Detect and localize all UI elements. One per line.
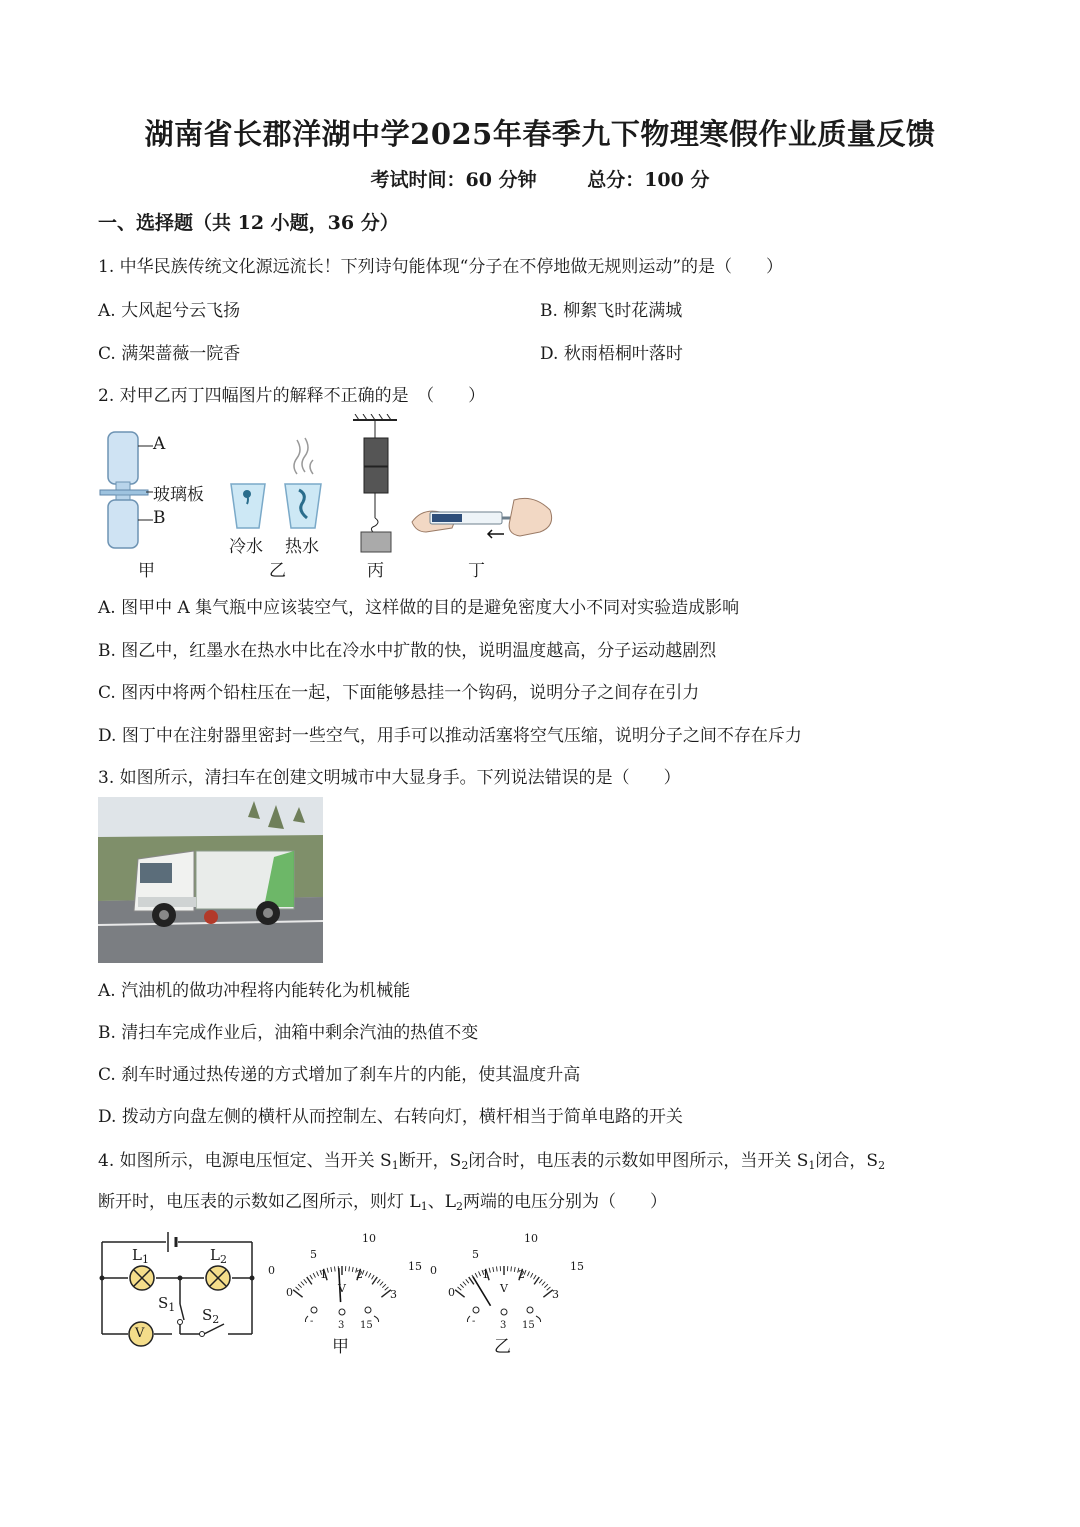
meter-tick: [493, 1267, 494, 1272]
meter-tick: [331, 1267, 332, 1272]
page-title: 湖南省长郡洋湖中学2025年春季九下物理寒假作业质量反馈: [144, 117, 936, 151]
meter-tick: [365, 1271, 367, 1276]
meter-tick: [369, 1273, 371, 1277]
meter-tick: [382, 1284, 386, 1288]
label-a: A: [153, 434, 166, 454]
meter-tick: [460, 1284, 464, 1288]
voltmeter-yi: 5 10 15 0 0 1 2 3 V - 3 15 乙: [430, 1232, 584, 1357]
q1-stem: 1. 中华民族传统文化源远流长！下列诗句能体现“分子在不停地做无规则运动”的是（ ）: [98, 257, 784, 277]
street-sweeper-photo: [98, 797, 323, 963]
meter-tick: [385, 1287, 389, 1290]
q3-option-d: D. 拨动方向盘左侧的横杆从而控制左、右转向灯，横杆相当于简单电路的开关: [98, 1107, 683, 1127]
label-s2: $S_2$: [202, 1306, 220, 1326]
meter-tick: [511, 1266, 512, 1271]
meter-tick: [293, 1290, 302, 1297]
caption-meter-jia: 甲: [332, 1337, 349, 1357]
figure-ding-syringe: [410, 490, 555, 588]
figure-jia-gas-jars: [98, 428, 228, 588]
caption-meter-yi: 乙: [494, 1337, 511, 1357]
label-cold-water: 冷水: [229, 537, 263, 557]
meter-tick: [298, 1284, 302, 1288]
meter-tick: [527, 1271, 529, 1276]
meter-tick: [531, 1273, 533, 1277]
meter-tick: [327, 1268, 328, 1273]
meter-tick: [301, 1282, 304, 1286]
meter-tick: [377, 1279, 380, 1283]
caption-ding: 丁: [468, 561, 485, 581]
meter-tick: [534, 1277, 539, 1284]
exam-time: 考试时间：60 分钟: [370, 169, 537, 191]
meter-tick: [463, 1282, 466, 1286]
meter-wire: [374, 1316, 379, 1322]
meter-needle: [473, 1277, 491, 1306]
meter-tick: [458, 1287, 462, 1290]
meter-terminal: [473, 1307, 479, 1313]
meter-tick: [372, 1275, 375, 1279]
meter-tick: [475, 1273, 477, 1277]
q4-stem-line2: 断开时，电压表的示数如乙图所示，则灯 $L_1$、$L_2$两端的电压分别为（ ）: [98, 1192, 667, 1213]
exam-info: [0, 165, 1080, 192]
meter-tick: [547, 1287, 551, 1290]
meter-tick: [534, 1275, 537, 1279]
meter-tick: [466, 1279, 469, 1283]
label-b: B: [153, 508, 166, 528]
meter-tick: [514, 1267, 515, 1272]
meter-terminal: [365, 1307, 371, 1313]
q2-stem: 2. 对甲乙丙丁四幅图片的解释不正确的是 （ ）: [98, 386, 486, 406]
meter-tick: [544, 1284, 548, 1288]
q2-option-a: A. 图甲中 A 集气瓶中应该装空气，这样做的目的是避免密度大小不同对实验造成影响: [98, 598, 740, 618]
label-hot-water: 热水: [285, 537, 319, 557]
q3-option-a: A. 汽油机的做功冲程将内能转化为机械能: [98, 981, 411, 1001]
meter-tick: [539, 1279, 542, 1283]
label-glass-plate: 玻璃板: [153, 485, 204, 505]
meter-tick: [489, 1268, 490, 1273]
meter-tick: [296, 1287, 300, 1290]
meter-wire: [536, 1316, 541, 1322]
label-s1: $S_1$: [158, 1294, 176, 1314]
meter-tick: [317, 1271, 319, 1276]
meter-tick: [455, 1290, 464, 1297]
q4-stem-line1: 4. 如图所示，电源电压恒定、当开关 $S_1$断开，$S_2$闭合时，电压表的示数如甲图所示，当开关 $S_1$闭合，$S_2$: [98, 1151, 886, 1172]
meter-tick: [335, 1266, 336, 1271]
meter-tick: [313, 1273, 315, 1277]
q3-option-c: C. 刹车时通过热传递的方式增加了刹车片的内能，使其温度升高: [98, 1065, 581, 1085]
q2-option-d: D. 图丁中在注射器里密封一些空气，用手可以推动活塞将空气压缩，说明分子之间不存在斥力: [98, 726, 802, 746]
meter-terminal: [527, 1307, 533, 1313]
q1-option-b: B. 柳絮飞时花满城: [540, 301, 683, 321]
q3-stem: 3. 如图所示，清扫车在创建文明城市中大显身手。下列说法错误的是（ ）: [98, 768, 681, 788]
caption-yi: 乙: [269, 561, 286, 581]
section-heading: 一、选择题（共 12 小题，36 分）: [98, 212, 399, 234]
q2-option-c: C. 图丙中将两个铅柱压在一起，下面能够悬挂一个钩码，说明分子之间存在引力: [98, 683, 700, 703]
q3-option-b: B. 清扫车完成作业后，油箱中剩余汽油的热值不变: [98, 1023, 479, 1043]
voltmeter-jia: 5 10 15 0 0 1 2 3 V - 3 15 甲: [268, 1232, 422, 1357]
label-l1: $L_1$: [132, 1246, 149, 1266]
meter-terminal: [501, 1309, 507, 1315]
meter-terminal: [339, 1309, 345, 1315]
figure-yi-beakers: [225, 428, 335, 588]
q1-option-d: D. 秋雨梧桐叶落时: [540, 344, 683, 364]
meter-tick: [380, 1282, 383, 1286]
voltmeter-label: V: [135, 1326, 145, 1341]
meter-tick: [349, 1266, 350, 1271]
q1-option-c: C. 满架蔷薇一院香: [98, 344, 241, 364]
caption-bing: 丙: [367, 561, 384, 581]
meter-terminal: [311, 1307, 317, 1313]
meter-tick: [352, 1267, 353, 1272]
meter-tick: [497, 1266, 498, 1271]
meter-tick: [542, 1282, 545, 1286]
q1-option-a: A. 大风起兮云飞扬: [98, 301, 241, 321]
meter-tick: [372, 1277, 377, 1284]
figure-bing-lead-cylinders: [345, 414, 405, 588]
meter-tick: [307, 1277, 312, 1284]
label-l2: $L_2$: [210, 1246, 227, 1266]
caption-jia: 甲: [138, 561, 155, 581]
exam-total-score: 总分：100 分: [587, 169, 710, 191]
q2-option-b: B. 图乙中，红墨水在热水中比在冷水中扩散的快，说明温度越高，分子运动越剧烈: [98, 641, 717, 661]
circuit-diagram: [98, 1228, 258, 1348]
meter-tick: [479, 1271, 481, 1276]
meter-tick: [304, 1279, 307, 1283]
meter-tick: [310, 1275, 313, 1279]
